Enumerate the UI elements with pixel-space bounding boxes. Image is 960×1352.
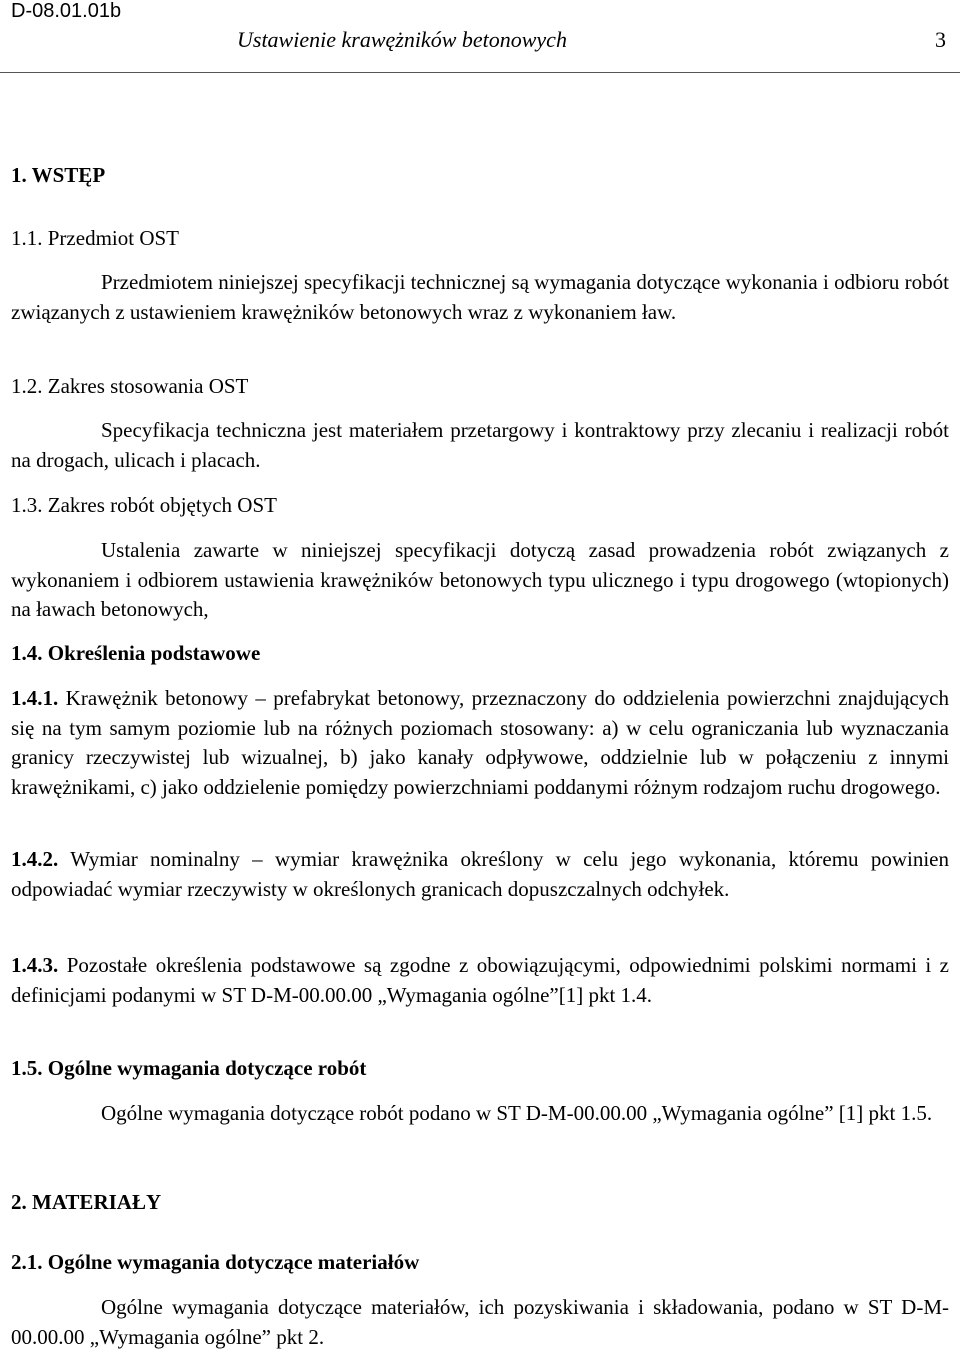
paragraph-1-1: Przedmiotem niniejszej specyfikacji technicznej są wymagania dotyczące wykonania i odbioru robót związanych z ustawieniem krawężników betonowych wraz z wykonaniem ław. — [11, 270, 949, 324]
paragraph-1-2: Specyfikacja techniczna jest materiałem przetargowy i kontraktowy przy zlecaniu i realizacji robót na drogach, ulicach i placach. — [11, 418, 949, 472]
section-heading-1: 1. WSTĘP — [11, 163, 106, 187]
paragraph-1-4-3-number: 1.4.3. — [11, 953, 59, 977]
paragraph-1-4-1 — [11, 684, 949, 802]
section-heading-1-2: 1.2. Zakres stosowania OST — [11, 374, 249, 398]
section-heading-1-5: 1.5. Ogólne wymagania dotyczące robót — [11, 1056, 367, 1080]
paragraph-1-4-1-number: 1.4.1. — [11, 686, 59, 710]
section-heading-2-1: 2.1. Ogólne wymagania dotyczące materiałów — [11, 1250, 420, 1274]
paragraph-1-4-2 — [11, 845, 949, 904]
header-rule — [0, 72, 960, 73]
section-heading-1-3: 1.3. Zakres robót objętych OST — [11, 493, 277, 517]
paragraph-1-4-2-number: 1.4.2. — [11, 847, 59, 871]
paragraph-1-4-1-text: Krawężnik betonowy – prefabrykat betonowy, przeznaczony do oddzielenia powierzchni znajdujących się na tym samym poziomie lub na różnych poziomach stosowany: a) w celu ograniczania lub wyznaczania granicy rzeczywistej lub wizualnej, b) jako kanały odpływowe, oddzielnie lub w połączeniu z innymi krawężnikami, c) jako oddzielenie pomiędzy powierzchniami poddanymi różnym rodzajom ruchu drogowego. — [11, 686, 949, 799]
section-heading-2: 2. MATERIAŁY — [11, 1190, 162, 1214]
running-header-title: Ustawienie krawężników betonowych — [237, 27, 567, 52]
paragraph-2-1: Ogólne wymagania dotyczące materiałów, ich pozyskiwania i składowania, podano w ST D-M-00.00.00 „Wymagania ogólne” pkt 2. — [11, 1295, 949, 1349]
document-code: D-08.01.01b — [11, 0, 122, 22]
paragraph-1-5: Ogólne wymagania dotyczące robót podano w ST D-M-00.00.00 „Wymagania ogólne” [1] pkt 1.5. — [101, 1101, 933, 1125]
section-heading-1-4: 1.4. Określenia podstawowe — [11, 641, 261, 665]
page-number: 3 — [935, 27, 946, 52]
paragraph-1-4-2-text: Wymiar nominalny – wymiar krawężnika określony w celu jego wykonania, któremu powinien odpowiadać wymiar rzeczywisty w określonych granicach dopuszczalnych odchyłek. — [11, 847, 949, 901]
paragraph-1-4-3 — [11, 951, 949, 1010]
section-heading-1-1: 1.1. Przedmiot OST — [11, 226, 179, 250]
paragraph-1-3: Ustalenia zawarte w niniejszej specyfikacji dotyczą zasad prowadzenia robót związanych z wykonaniem i odbiorem ustawienia krawężników betonowych typu ulicznego i typu drogowego (wtopionych) na ławach betonowych, — [11, 538, 949, 621]
paragraph-1-4-3-text: Pozostałe określenia podstawowe są zgodne z obowiązującymi, odpowiednimi polskimi normami i z definicjami podanymi w ST D-M-00.00.00 „Wymagania ogólne”[1] pkt 1.4. — [11, 953, 950, 1007]
